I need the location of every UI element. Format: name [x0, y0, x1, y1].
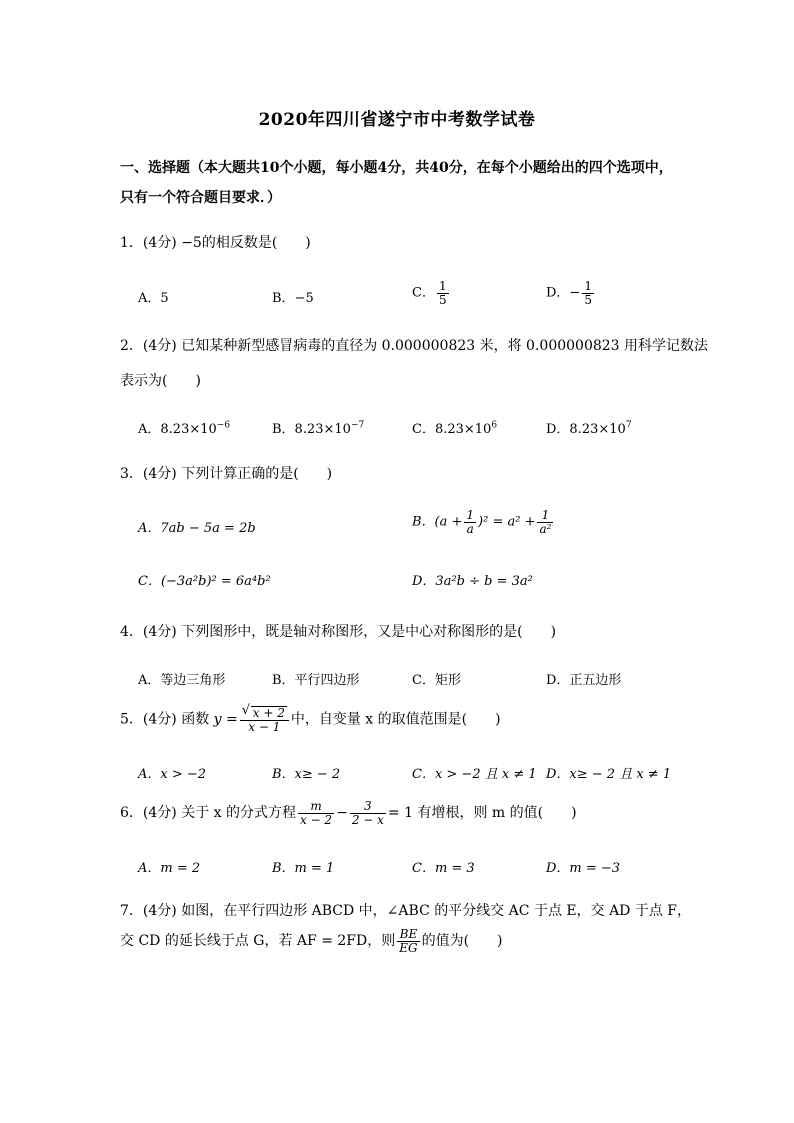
q7-stem-prefix: 交 CD 的延长线于点 G，若 AF = 2FD，则: [120, 933, 396, 950]
question-4-stem: 4．(4分) 下列图形中，既是轴对称图形，又是中心对称图形的是( ): [120, 624, 557, 640]
q1-option-c-label: C．: [412, 285, 435, 301]
q7-stem-suffix: 的值为( ): [421, 933, 503, 950]
fraction-numerator: 1: [466, 508, 475, 522]
q2-option-d-exponent: 7: [625, 420, 632, 431]
q1-option-a: A．5: [138, 291, 169, 306]
q4-option-a: A．等边三角形: [138, 673, 226, 688]
q3-option-c: C．(−3a²b)² = 6a⁴b²: [138, 574, 271, 589]
question-1-stem: 1．(4分) −5的相反数是( ): [120, 235, 311, 251]
q6-fraction-2: [350, 800, 386, 826]
q2-option-d-base: D．8.23×10: [546, 422, 626, 437]
q2-option-a-exponent: −6: [216, 420, 231, 431]
q1-option-c-fraction: [437, 280, 449, 306]
question-7-stem-line1: 7．(4分) 如图，在平行四边形 ABCD 中，∠ABC 的平分线交 AC 于点 E，交 AD 于点 F，: [120, 903, 692, 919]
q1-option-b: B．−5: [272, 291, 314, 306]
q2-option-a: [138, 418, 230, 437]
q2-option-b-base: B．8.23×10: [272, 422, 351, 437]
q2-option-a-base: A．8.23×10: [138, 422, 217, 437]
q6-option-c: C．m = 3: [412, 861, 475, 876]
fraction-numerator: 1: [438, 279, 447, 293]
q4-option-d: D．正五边形: [546, 673, 622, 688]
q3-option-d: D．3a²b ÷ b = 3a²: [412, 574, 533, 589]
question-2-stem-line2: 表示为( ): [120, 373, 201, 389]
q6-option-d: D．m = −3: [546, 861, 621, 876]
q3-option-b-fraction-2: [537, 509, 553, 535]
q5-stem-suffix: 中，自变量 x 的取值范围是( ): [290, 711, 501, 728]
q2-option-b-exponent: −7: [350, 420, 365, 431]
q1-option-d-fraction: [582, 280, 594, 306]
sqrt-radicand: √ x + 2: [251, 706, 287, 720]
q2-option-b: [272, 418, 364, 437]
fraction-denominator: 5: [584, 292, 592, 307]
page-title: 2020年四川省遂宁市中考数学试卷: [258, 110, 536, 130]
q6-minus-sign: −: [336, 805, 348, 822]
q5-function-lhs: y =: [213, 711, 238, 728]
fraction-denominator: a²: [539, 521, 552, 536]
q5-option-c: C．x > −2 且 x ≠ 1: [412, 767, 537, 782]
q3-option-b-prefix: B．(a +: [412, 514, 463, 530]
q3-option-b: [412, 509, 555, 535]
fraction-numerator: 3: [350, 800, 386, 814]
q7-fraction: [397, 928, 419, 954]
q2-option-c-base: C．8.23×10: [412, 422, 492, 437]
q6-stem-prefix: 6．(4分) 关于 x 的分式方程: [120, 805, 296, 822]
q3-option-a: A．7ab − 5a = 2b: [138, 521, 256, 536]
section-heading-line2: 只有一个符合题目要求．）: [120, 190, 281, 206]
fraction-denominator: 2 − x: [351, 812, 384, 827]
q5-option-a: A．x > −2: [138, 767, 207, 782]
q1-option-d: [546, 280, 596, 306]
q3-option-b-middle: )² = a² +: [478, 514, 536, 530]
q6-fraction-1: [298, 800, 334, 826]
q6-stem-suffix: = 1 有增根，则 m 的值( ): [387, 805, 577, 822]
q6-option-a: A．m = 2: [138, 861, 201, 876]
q4-option-c: C．矩形: [412, 673, 461, 688]
q3-option-b-fraction-1: [464, 509, 476, 535]
fraction-denominator: x − 1: [248, 719, 281, 734]
q6-option-b: B．m = 1: [272, 861, 335, 876]
q4-option-b: B．平行四边形: [272, 673, 360, 688]
q5-option-b: B．x≥ − 2: [272, 767, 341, 782]
fraction-denominator: 5: [438, 292, 447, 307]
q5-option-d: D．x≥ − 2 且 x ≠ 1: [546, 767, 672, 782]
q2-option-d: [546, 418, 632, 437]
section-heading-line1: 一、选择题（本大题共10个小题，每小题4分，共40分，在每个小题给出的四个选项中，: [120, 160, 673, 176]
q5-stem-prefix: 5．(4分) 函数: [120, 711, 210, 728]
question-3-stem: 3．(4分) 下列计算正确的是( ): [120, 466, 333, 482]
fraction-denominator: a: [466, 521, 474, 536]
fraction-denominator: EG: [399, 940, 418, 955]
q5-function-fraction: [240, 706, 289, 733]
q2-option-c: [412, 418, 497, 437]
question-6-stem: [120, 800, 577, 826]
q1-option-c: [412, 280, 451, 306]
fraction-numerator: BE: [397, 928, 419, 942]
fraction-denominator: x − 2: [299, 812, 333, 827]
q1-option-d-label: D．−: [546, 285, 581, 301]
question-7-stem-line2: [120, 928, 503, 954]
fraction-numerator: 1: [537, 509, 553, 523]
fraction-numerator: [240, 706, 289, 721]
fraction-numerator: m: [298, 800, 334, 814]
question-2-stem-line1: 2．(4分) 已知某种新型感冒病毒的直径为 0.000000823 米，将 0.000000823 用科学记数法: [120, 338, 709, 354]
fraction-numerator: 1: [584, 279, 592, 293]
q2-option-c-exponent: 6: [491, 420, 498, 431]
question-5-stem: [120, 706, 501, 733]
